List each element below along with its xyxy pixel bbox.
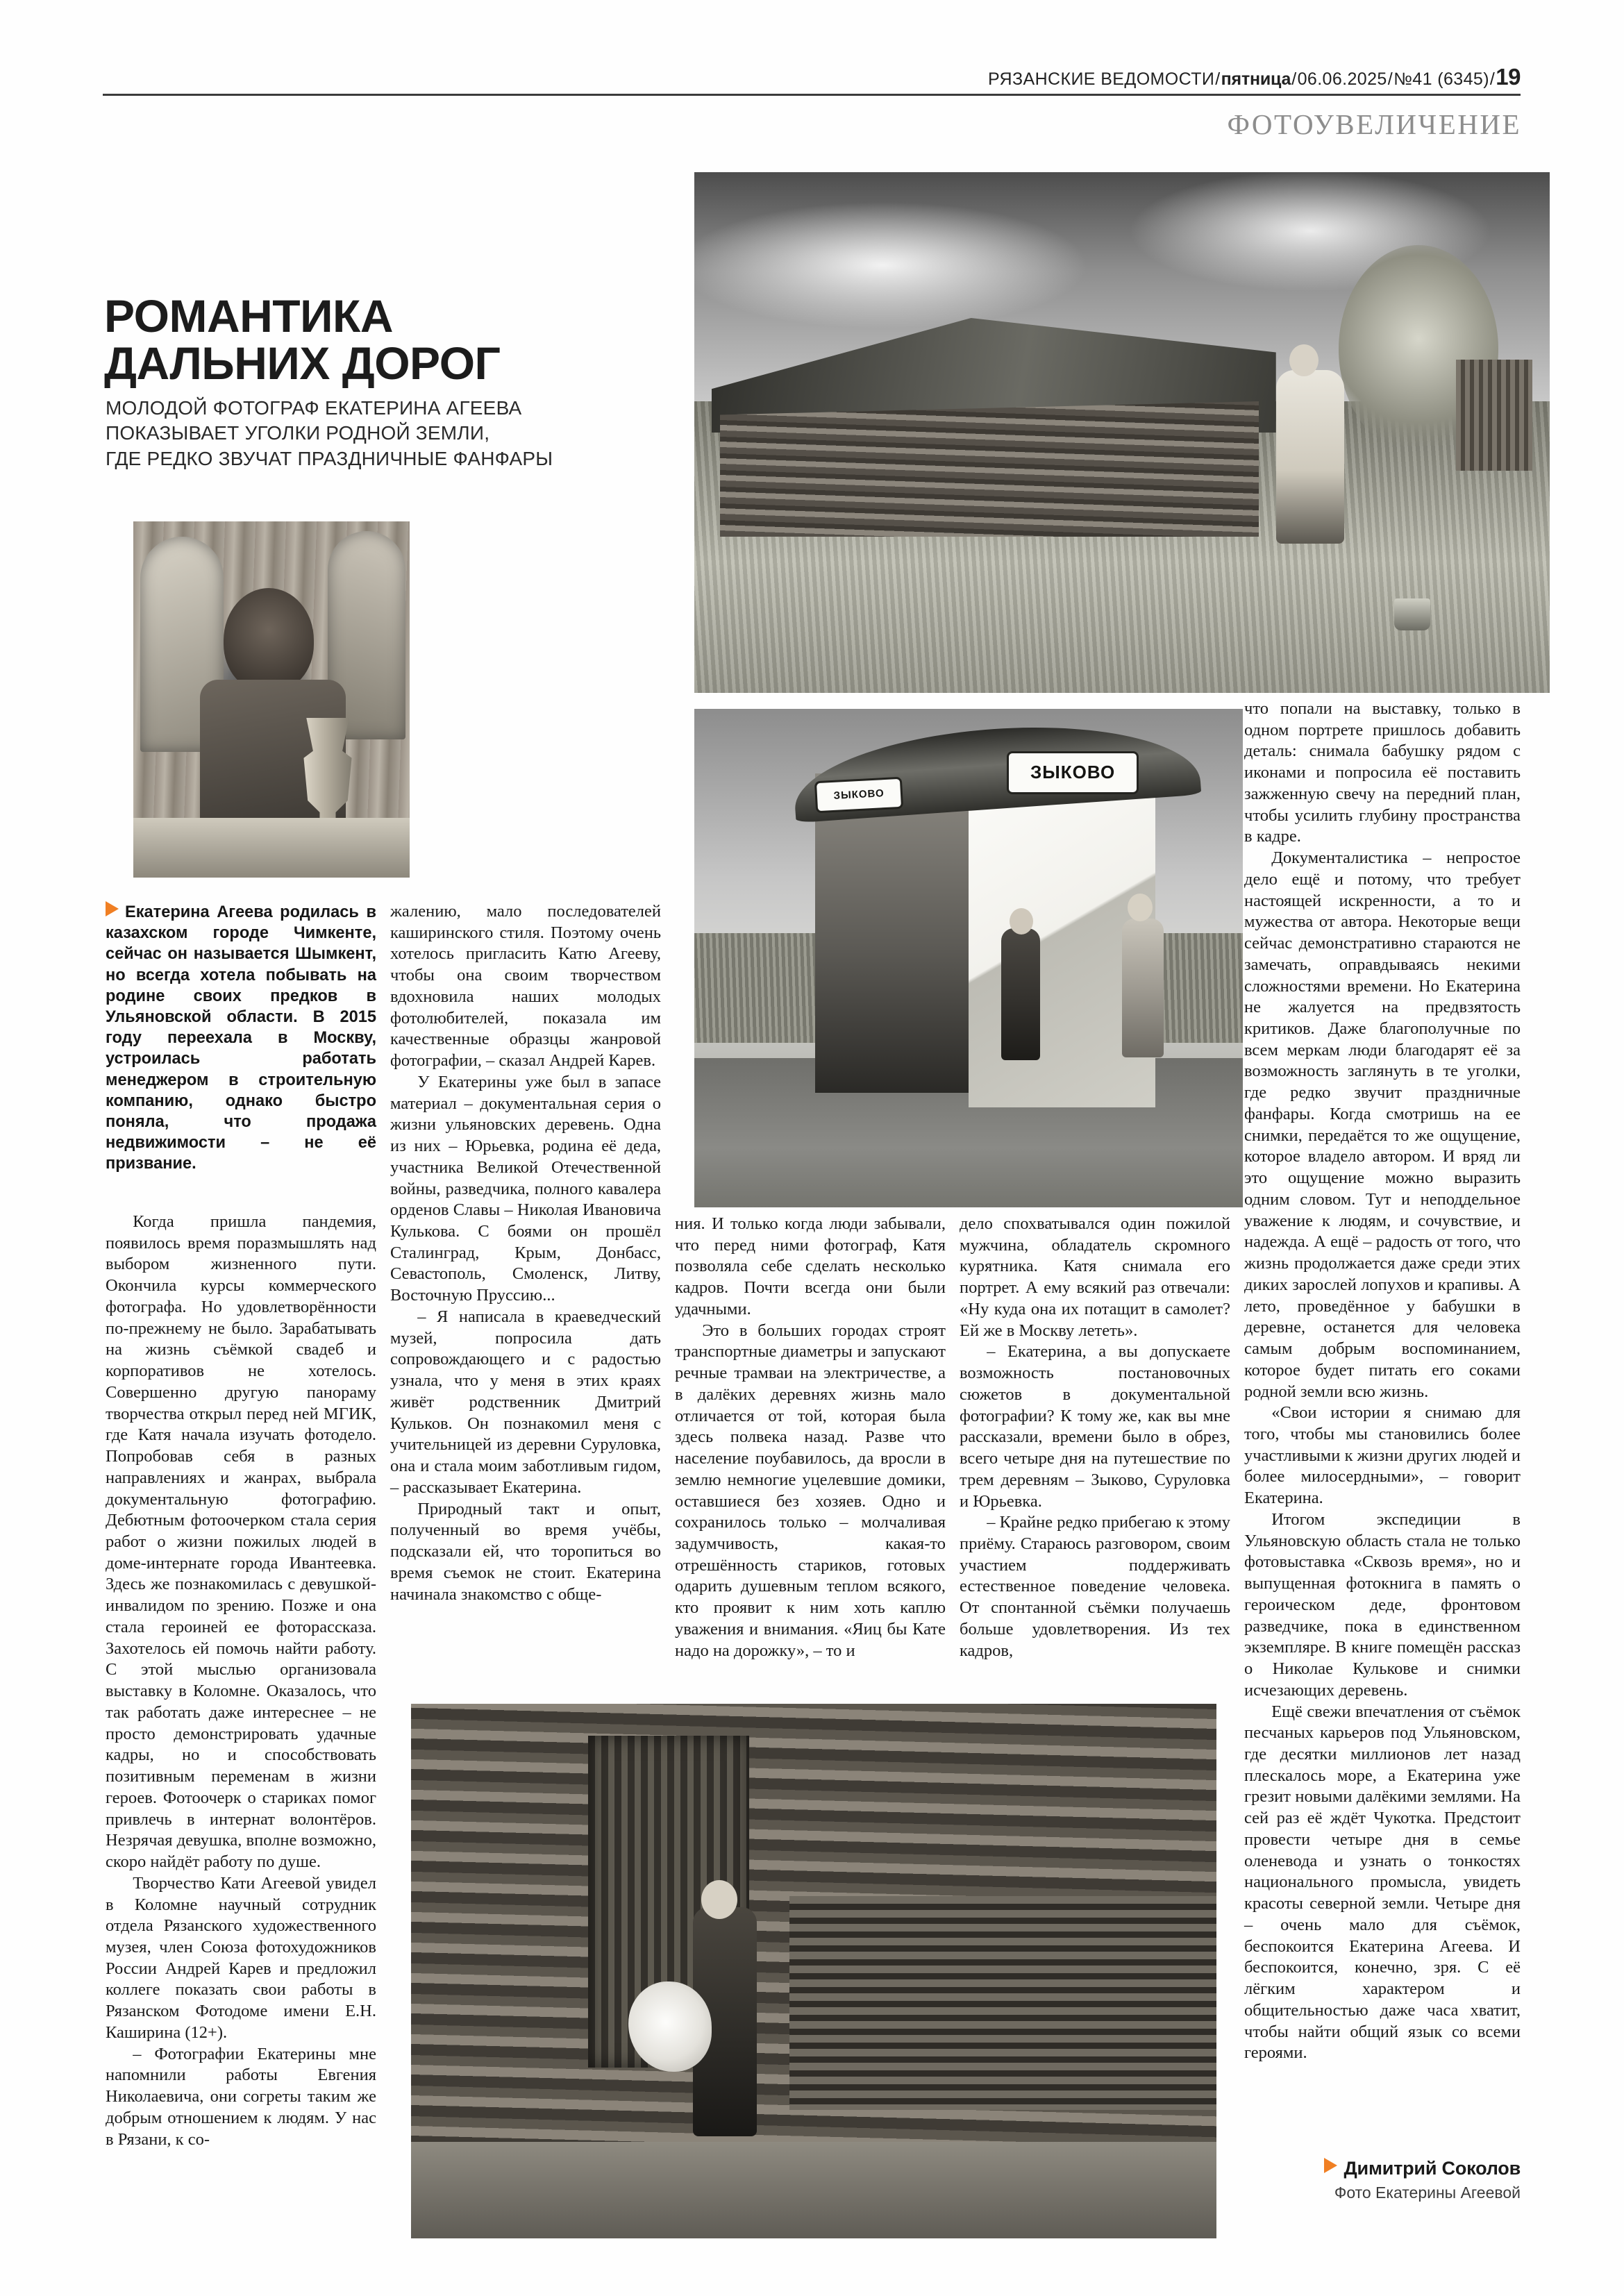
headline-line-2: ДАЛЬНИХ ДОРОГ bbox=[104, 337, 501, 389]
paragraph: жалению, мало последователей каширинского стиля. Поэтому очень хотелось пригласить Катю Агееву, чтобы она своим творчеством вдохновила наших молодых фотолюбителей, показала им качественные образцы жанровой фотографии, – сказал Андрей Карев. bbox=[390, 902, 661, 1071]
bus-stop-sign-right: ЗЫКОВО bbox=[1007, 751, 1139, 794]
paragraph: – Я написала в краеведческий музей, попросила дать сопровождающего и с радостью узнала, что у меня в этих краях живёт родственник Дмитрий Кульков. Он познакомил меня с учительницей из деревни Суруловка, она и стала моим заботливым гидом, – рассказывает Екатерина. bbox=[390, 1307, 661, 1497]
photo-old-log-house-image bbox=[694, 172, 1550, 693]
photo-bus-stop-image bbox=[694, 709, 1243, 1207]
log-pile bbox=[789, 1896, 1216, 2110]
portrait-head bbox=[224, 588, 314, 692]
woman-head bbox=[1289, 344, 1319, 376]
page-title bbox=[104, 290, 660, 389]
boy-head bbox=[701, 1880, 737, 1919]
paragraph: Природный такт и опыт, полученный во время учёбы, подсказали ей, что торопиться во время съемок не стоит. Екатерина начинала знакомство с обще- bbox=[390, 1499, 661, 1604]
paragraph: – Екатерина, а вы допускаете возможность постановочных сюжетов в документальной фотографии? К тому же, как вы мне рассказали, времени было в обрез, всего четыре дня на путешествие по трем деревням – Зыково, Суруловка и Юрьевка. bbox=[960, 1342, 1230, 1511]
bucket-shape bbox=[1394, 598, 1430, 630]
orange-arrow-icon bbox=[1324, 2158, 1337, 2173]
article-signoff bbox=[1244, 2158, 1521, 2202]
paragraph: Ещё свежи впечатления от съёмок песчаных карьеров под Ульяновском, где десятки миллионов лет назад плескалось море, а Екатерина уже грезит новыми далёкими землями. На сей раз её ждёт Чукотка. Предстоит провести четыре дня в семье оленевода и узнать о тонкостях национального промысла, увидеть красоты северной земли. Четыре дня – очень мало для съёмок, беспокоится Екатерина Агеева. И беспокоится, конечно, зря. С её лёгким характером и общительностью даже часа хватит, чтобы найти общий язык со всеми героями. bbox=[1244, 1702, 1521, 2063]
boy-figure bbox=[1001, 928, 1040, 1060]
girl-figure bbox=[1122, 919, 1164, 1057]
masthead-separator-1: / bbox=[1215, 69, 1221, 89]
paragraph: ния. И только когда люди забывали, что перед ними фотограф, Катя позволяла себе сделать несколько кадров. Почти всегда они были удачными. bbox=[675, 1214, 946, 1318]
shelter-interior bbox=[815, 773, 980, 1093]
deck-line-2: ПОКАЗЫВАЕТ УГОЛКИ РОДНОЙ ЗЕМЛИ, bbox=[106, 422, 490, 444]
paragraph: У Екатерины уже был в запасе материал – документальная серия о жизни ульяновских деревень. Одна из них – Юрьевка, родина её деда, участника Великой Отечественной войны, разведчика, полного кавалера орденов Славы – Николая Ивановича Кулькова. С боями он прошёл Сталинград, Крым, Донбасс, Севастополь, Смоленск, Литву, Восточную Пруссию... bbox=[390, 1072, 661, 1305]
deck-line-1: МОЛОДОЙ ФОТОГРАФ ЕКАТЕРИНА АГЕЕВА bbox=[106, 397, 522, 419]
masthead-separator-3: / bbox=[1387, 69, 1393, 89]
deck-line-3: ГДЕ РЕДКО ЗВУЧАТ ПРАЗДНИЧНЫЕ ФАНФАРЫ bbox=[106, 447, 553, 469]
author-line bbox=[1244, 2158, 1521, 2179]
photo-boy-with-cat-image bbox=[411, 1704, 1216, 2238]
shed-shape bbox=[1456, 360, 1532, 471]
text-column-4 bbox=[960, 1214, 1230, 1661]
paragraph: Документалистика – непростое дело ещё и потому, что требует настоящей искренности, а то и мужества от автора. Некоторые вещи сейчас демонстративно стараются не замечать, оправдываясь некими сложностями времени. Но Екатерина не жалуется на предвзятость критиков. Даже благополучные по всем меркам люди благодарят её за возможность заглянуть в те уголки, где редко звучит праздничные фанфары. Когда смотришь на ее снимки, передаётся то же ощущение, которое владело автором. И вряд ли это ощущение можно выразить одним словом. Тут и неподдельное уважение к людям, и сочувствие, и надежда. А ещё – радость от того, что жизнь продолжается даже среди этих диких зарослей лопухов и крапивы. А лето, проведённое у бабушки в деревне, останется для человека самым добрым воспоминанием, которое будет питать его соками родной земли всю жизнь. bbox=[1244, 848, 1521, 1401]
masthead-date: 06.06.2025 bbox=[1297, 69, 1387, 89]
paragraph: дело спохватывался один пожилой мужчина, обладатель скромного курятника. Катя снимала его портрет. А ему всякий раз отвечали: «Ну куда она их потащит в самолет? Ей же в Москву лететь». bbox=[960, 1214, 1230, 1340]
tabletop bbox=[133, 818, 410, 878]
paragraph: – Фотографии Екатерины мне напомнили работы Евгения Николаевича, они согреты таким же добрым отношением к людям. У нас в Рязани, к со- bbox=[106, 2044, 376, 2149]
text-column-5 bbox=[1244, 698, 1521, 2064]
photo-boy-with-cat bbox=[411, 1704, 1216, 2238]
masthead-separator-4: / bbox=[1489, 69, 1496, 89]
paragraph: Творчество Кати Агеевой увидел в Коломне научный сотрудник отдела Рязанского художественного музея, член Союза фотохудожников России Андрей Карев и предложил коллеге показать свои работы в Рязанском Фотодоме имени Е.Н. Каширина (12+). bbox=[106, 1873, 376, 2042]
photo-man-with-icons-image bbox=[133, 521, 410, 878]
photo-bus-stop-zykovo bbox=[694, 709, 1243, 1207]
masthead-weekday: пятница bbox=[1221, 69, 1291, 89]
article-deck bbox=[106, 396, 654, 471]
girl-head bbox=[1128, 894, 1153, 921]
paragraph: Итогом экспедиции в Ульяновскую область стала не только фотовыставка «Сквозь время», но и выпущенная фотокнига в память о героическом деде, фронтовом разведчике, пока в единственном экземпляре. В книге помещён рассказ о Николае Кулькове и снимки исчезающих деревень. bbox=[1244, 1509, 1521, 1700]
paragraph: что попали на выставку, только в одном портрете пришлось добавить деталь: снимала бабушку рядом с иконами и попросила её поставить зажженную свечу на передний план, чтобы усилить глубину пространства в кадре. bbox=[1244, 699, 1521, 846]
lead-paragraph bbox=[106, 901, 376, 1174]
text-column-2 bbox=[390, 901, 661, 1605]
paragraph: Это в больших городах строят транспортные диаметры и запускают речные трамваи на электричестве, а в далёких деревнях жизнь мало отличается от той, которая была здесь полвека назад. Разве что население поубавилось, да вросли в землю немногие уцелевшие домики, оставшиеся без хозяев. Одно и сохранилось только – молчаливая задумчивость, какая-то отрешённость стариков, готовых одарить душевным теплом всякого, кто проявит к ним хоть каплю уважения и внимания. «Яиц бы Кате надо на дорожку», – то и bbox=[675, 1321, 946, 1660]
headline-line-1: РОМАНТИКА bbox=[104, 290, 393, 342]
orange-arrow-icon bbox=[106, 901, 119, 916]
section-rubric: ФОТОУВЕЛИЧЕНИЕ bbox=[1227, 108, 1521, 140]
paragraph: – Крайне редко прибегаю к этому приёму. Стараюсь разговором, своим участием поддерживать естественное поведение человека. От спонтанной съёмки получаешь больше удовлетворения. Из тех кадров, bbox=[960, 1513, 1230, 1660]
text-column-3 bbox=[675, 1214, 946, 1661]
photo-old-log-house bbox=[694, 172, 1550, 693]
ground-region bbox=[411, 2142, 1216, 2238]
masthead-issue-number: №41 (6345) bbox=[1393, 69, 1489, 89]
woman-figure bbox=[1276, 370, 1344, 544]
author-name: Димитрий Соколов bbox=[1343, 2158, 1521, 2179]
paragraph: «Свои истории я снимаю для того, чтобы мы становились более участливыми к жизни других людей и более милосердными», – говорит Екатерина. bbox=[1244, 1403, 1521, 1508]
photo-man-with-icons bbox=[133, 521, 410, 878]
lead-paragraph-text: Екатерина Агеева родилась в казахском городе Чимкенте, сейчас он называется Шымкент, но всегда хотела побывать на родине своих предков в Ульяновской области. В 2015 году переехала в Москву, устроилась работать менеджером в строительную компанию, однако быстро поняла, что продажа недвижимости – не её призвание. bbox=[106, 903, 376, 1173]
bus-stop-sign-left: ЗЫКОВО bbox=[814, 776, 904, 812]
masthead-separator-2: / bbox=[1291, 69, 1297, 89]
masthead bbox=[103, 64, 1521, 90]
text-column-1 bbox=[106, 1212, 376, 2150]
paragraph: Когда пришла пандемия, появилось время поразмышлять над выбором жизненного пути. Окончила курсы коммерческого фотографа. Но удовлетворённости по-прежнему не было. Зарабатывать на жизнь съёмкой свадеб и корпоративов не хотелось. Совершенно другую панораму творчества открыл перед ней МГИК, где Катя начала изучать фотодело. Попробовав себя в разных направлениях и жанрах, выбрала документальную фотографию. Дебютным фотоочерком стала серия работ о жизни пожилых людей в доме-интернате города Ивантеевка. Здесь же познакомилась с девушкой-инвалидом по зрению. Позже и она стала героиней ее фоторассказа. Захотелось ей помочь найти работу. С этой мыслью организовала выставку в Коломне. Оказалось, что так работать даже интереснее – не просто демонстрировать удачные кадры, но и способствовать позитивным переменам в жизни героев. Фотоочерк о стариках помог привлечь в интернат волонтёров. Незрячая девушка, вполне возможно, скоро найдёт работу по душе. bbox=[106, 1212, 376, 1872]
masthead-paper-name: РЯЗАНСКИЕ ВЕДОМОСТИ bbox=[988, 69, 1215, 89]
masthead-rule bbox=[103, 94, 1521, 96]
photo-credit: Фото Екатерины Агеевой bbox=[1334, 2184, 1521, 2202]
house-log-wall bbox=[720, 401, 1259, 537]
masthead-page-number: 19 bbox=[1496, 64, 1521, 90]
